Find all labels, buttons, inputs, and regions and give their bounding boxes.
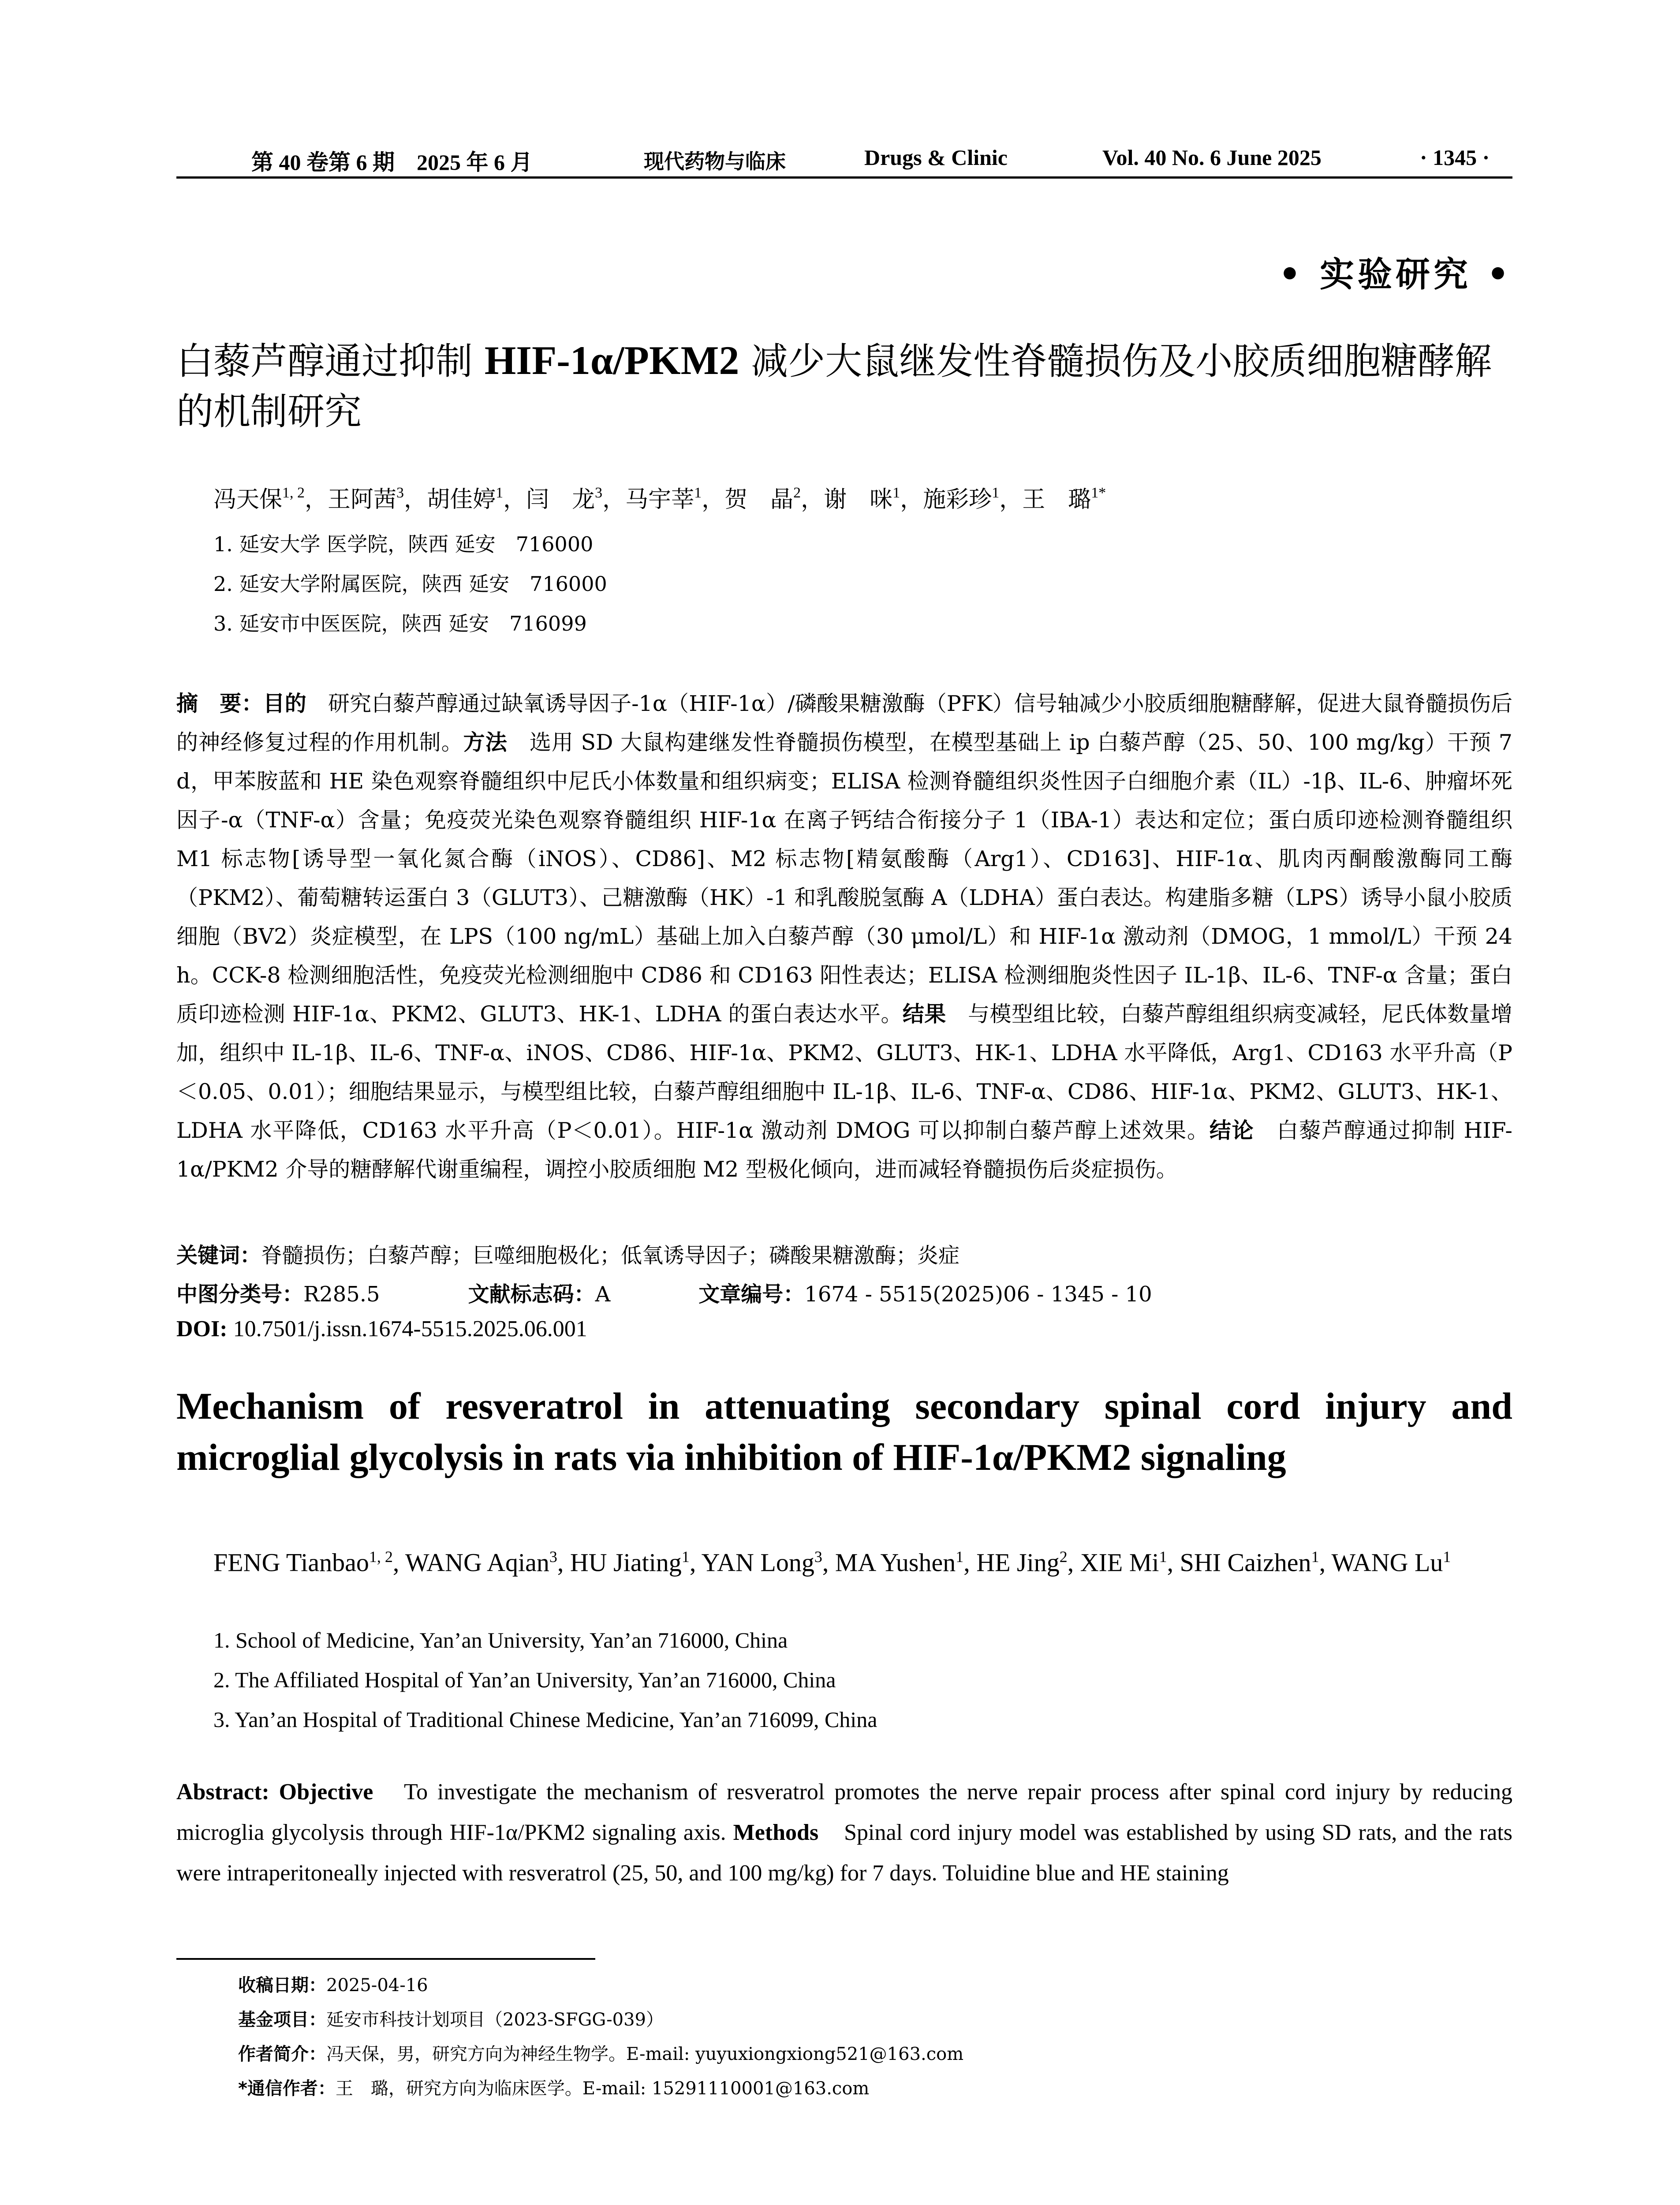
author-name: HE Jing xyxy=(976,1548,1060,1577)
author-affiliation-mark: 1, 2 xyxy=(282,485,305,501)
author-name: HU Jiating xyxy=(570,1548,682,1577)
abstract-cn-objective: 研究白藜芦醇通过缺氧诱导因子-1α（HIF-1α）/磷酸果糖激酶（PFK）信号轴减少小胶质细胞糖酵解，促进大鼠脊髓损伤后的神经修复过程的作用机制。 xyxy=(176,691,1512,755)
footnote-fund-label: 基金项目： xyxy=(238,2010,326,2030)
author-affiliation-mark: 1 xyxy=(694,485,702,501)
abstract-en-objective: To investigate the mechanism of resveratrol promotes the nerve repair process after spinal cord injury by reducing microglia glycolysis through HIF-1α/PKM2 signaling axis. xyxy=(176,1779,1512,1845)
title-cn-part2: HIF-1α/PKM2 xyxy=(484,338,739,383)
footnote-received-label: 收稿日期： xyxy=(238,1975,326,1996)
affiliation-cn-1: 1. 延安大学 医学院，陕西 延安 716000 xyxy=(213,532,594,556)
author-name: SHI Caizhen xyxy=(1180,1548,1311,1577)
author-affiliation-mark: 2 xyxy=(1059,1548,1068,1566)
abstract-cn-methods: 选用 SD 大鼠构建继发性脊髓损伤模型，在模型基础上 ip 白藜芦醇（25、50、100 mg/kg）干预 7 d，甲苯胺蓝和 HE 染色观察脊髓组织中尼氏小体数量和组织病变；ELISA 检测脊髓组织炎性因子白细胞介素（IL）-1β、IL-6、肿瘤坏死因子-α（TNF-α）含量；免疫荧光染色观察脊髓组织 HIF-1α 在离子钙结合衔接分子 1（IBA-1）表达和定位；蛋白质印迹检测脊髓组织 M1 标志物[诱导型一氧化氮合酶（iNOS）、CD86]、M2 标志物[精氨酸酶（Arg1）、CD163]、HIF-1α、肌肉丙酮酸激酶同工酶（PKM2）、葡萄糖转运蛋白 3（GLUT3）、己糖激酶（HK）-1 和乳酸脱氢酶 A（LDHA）蛋白表达。构建脂多糖（LPS）诱导小鼠小胶质细胞（BV2）炎症模型，在 LPS（100 ng/mL）基础上加入白藜芦醇（30 μmol/L）和 HIF-1α 激动剂（DMOG，1 mmol/L）干预 24 h。CCK-8 检测细胞活性，免疫荧光检测细胞中 CD86 和 CD163 阳性表达；ELISA 检测细胞炎性因子 IL-1β、IL-6、TNF-α 含量；蛋白质印迹检测 HIF-1α、PKM2、GLUT3、HK-1、LDHA 的蛋白表达水平。 xyxy=(176,730,1512,1027)
affiliation-en-1: 1. School of Medicine, Yan’an University, Yan’an 716000, China xyxy=(213,1628,788,1652)
author-name: 谢 咪 xyxy=(824,486,893,513)
author-name: 闫 龙 xyxy=(526,486,595,513)
abstract-en xyxy=(176,1772,1512,1894)
abstract-cn xyxy=(176,684,1512,1189)
header-volume-cn: 第 40 卷第 6 期 2025 年 6 月 xyxy=(251,150,533,175)
author-affiliation-mark: 1 xyxy=(956,1548,964,1566)
header-volume-en: Vol. 40 No. 6 June 2025 xyxy=(1102,145,1322,170)
author-affiliation-mark: 1* xyxy=(1091,485,1106,501)
title-cn-part1: 白藜芦醇通过抑制 xyxy=(176,340,485,383)
header-page-number: · 1345 · xyxy=(1420,145,1490,170)
affiliation-cn-2: 2. 延安大学附属医院，陕西 延安 716000 xyxy=(213,572,607,596)
footnote-corresponding-label: *通信作者： xyxy=(238,2078,336,2099)
footnote-author-bio-label: 作者简介： xyxy=(238,2044,326,2064)
article-no-label: 文章编号： xyxy=(698,1282,805,1307)
footnote-corresponding xyxy=(238,2074,869,2100)
abstract-cn-objective-label: 目的 xyxy=(263,691,306,716)
author-name: WANG Aqian xyxy=(405,1548,549,1577)
doi-value: 10.7501/j.issn.1674-5515.2025.06.001 xyxy=(227,1316,587,1342)
section-tag: • 实验研究 • xyxy=(1278,255,1512,295)
header-journal-en: Drugs & Clinic xyxy=(864,145,1008,170)
author-affiliation-mark: 1 xyxy=(992,485,1000,501)
running-header xyxy=(176,140,1512,175)
author-name: MA Yushen xyxy=(835,1548,956,1577)
author-name: YAN Long xyxy=(701,1548,814,1577)
title-cn xyxy=(176,335,1512,437)
author-affiliation-mark: 1 xyxy=(1159,1548,1167,1566)
author-name: 王阿茜 xyxy=(328,486,397,513)
author-name: WANG Lu xyxy=(1331,1548,1443,1577)
article-no-value: 1674 - 5515(2025)06 - 1345 - 10 xyxy=(804,1282,1152,1307)
abstract-cn-conclusion: 白藜芦醇通过抑制 HIF-1α/PKM2 介导的糖酵解代谢重编程，调控小胶质细胞 M2 型极化倾向，进而减轻脊髓损伤后炎症损伤。 xyxy=(176,1118,1512,1182)
author-name: 贺 晶 xyxy=(724,486,794,513)
affiliation-en-2: 2. The Affiliated Hospital of Yan’an University, Yan’an 716000, China xyxy=(213,1667,836,1692)
authors-cn: 冯天保$^{1, 2}$，王阿茜$^3$，胡佳婷$^1$，闫 龙$^3$，马宇莘$^1$，贺 晶$^2$，谢 咪$^1$，施彩珍$^1$，王 璐$^{1*}$ xyxy=(213,485,1106,513)
author-affiliation-mark: 1 xyxy=(1443,1548,1451,1566)
footnote-author-bio xyxy=(238,2040,963,2065)
abstract-cn-conclusion-label: 结论 xyxy=(1209,1118,1254,1143)
doc-code-label: 文献标志码： xyxy=(468,1282,595,1307)
abstract-cn-methods-label: 方法 xyxy=(463,730,508,755)
author-affiliation-mark: 3 xyxy=(814,1548,822,1566)
footnote-author-bio-value: 冯天保，男，研究方向为神经生物学。E-mail: yuyuxiongxiong521@163.com xyxy=(326,2044,964,2064)
author-name: XIE Mi xyxy=(1080,1548,1159,1577)
abstract-en-methods-label: Methods xyxy=(733,1820,819,1845)
footnote-rule xyxy=(176,1958,595,1960)
footnote-fund xyxy=(238,2006,664,2031)
author-affiliation-mark: 2 xyxy=(793,485,801,501)
author-name: 马宇莘 xyxy=(625,486,694,513)
doi-label: DOI: xyxy=(176,1316,228,1342)
abstract-cn-results-label: 结果 xyxy=(902,1002,946,1027)
title-cn-part3: 减少大鼠继发性脊髓损伤及小胶质细胞糖酵解的机制研究 xyxy=(176,340,1492,433)
author-affiliation-mark: 1 xyxy=(1311,1548,1319,1566)
affiliation-cn-3: 3. 延安市中医医院，陕西 延安 716099 xyxy=(213,612,587,635)
author-name: FENG Tianbao xyxy=(213,1548,369,1577)
abstract-cn-label: 摘 要： xyxy=(176,691,263,716)
keywords-value: 脊髓损伤；白藜芦醇；巨噬细胞极化；低氧诱导因子；磷酸果糖激酶；炎症 xyxy=(261,1243,960,1268)
author-name: 胡佳婷 xyxy=(427,486,496,513)
clc-value: R285.5 xyxy=(303,1282,380,1307)
footnote-received xyxy=(238,1971,428,1996)
authors-en: FENG Tianbao$^{1, 2}$, WANG Aqian$^3$, HU Jiating$^1$, YAN Long$^3$, MA Yushen$^1$, HE Jing$^2$, XIE Mi$^1$, SHI Caizhen$^1$, WANG Lu$^1$ xyxy=(213,1548,1451,1577)
author-affiliation-mark: 1, 2 xyxy=(369,1548,393,1566)
author-name: 冯天保 xyxy=(213,486,283,513)
clc-label: 中图分类号： xyxy=(176,1282,304,1307)
title-en: Mechanism of resveratrol in attenuating secondary spinal cord injury and microglial glycolysis in rats via inhibition of HIF-1α/PKM2 signaling xyxy=(176,1385,1512,1478)
abstract-cn-results: 与模型组比较，白藜芦醇组组织病变减轻，尼氏体数量增加，组织中 IL-1β、IL-6、TNF-α、iNOS、CD86、HIF-1α、PKM2、GLUT3、HK-1、LDHA 水平降低，Arg1、CD163 水平升高（P＜0.05、0.01）；细胞结果显示，与模型组比较，白藜芦醇组细胞中 IL-1β、IL-6、TNF-α、CD86、HIF-1α、PKM2、GLUT3、HK-1、LDHA 水平降低，CD163 水平升高（P＜0.01）。HIF-1α 激动剂 DMOG 可以抑制白藜芦醇上述效果。 xyxy=(176,1002,1512,1143)
author-name: 王 璐 xyxy=(1022,486,1091,513)
author-affiliation-mark: 1 xyxy=(892,485,900,501)
author-affiliation-mark: 3 xyxy=(549,1548,557,1566)
footnote-fund-value: 延安市科技计划项目（2023-SFGG-039） xyxy=(326,2010,664,2030)
keywords-label: 关键词： xyxy=(176,1243,261,1268)
keywords-line xyxy=(176,1238,959,1269)
footnote-received-value: 2025-04-16 xyxy=(326,1975,428,1996)
author-affiliation-mark: 3 xyxy=(595,485,603,501)
affiliation-en-3: 3. Yan’an Hospital of Traditional Chinese Medicine, Yan’an 716099, China xyxy=(213,1707,877,1732)
classification-line xyxy=(176,1277,1152,1308)
author-name: 施彩珍 xyxy=(923,486,992,513)
author-affiliation-mark: 1 xyxy=(496,485,504,501)
abstract-en-methods: Spinal cord injury model was established by using SD rats, and the rats were intraperitoneally injected with resveratrol (25, 50, and 100 mg/kg) for 7 days. Toluidine blue and HE staining xyxy=(176,1820,1513,1886)
abstract-en-label: Abstract: Objective xyxy=(176,1779,373,1805)
header-journal-cn: 现代药物与临床 xyxy=(644,149,786,173)
doc-code-value: A xyxy=(595,1282,611,1307)
footnote-corresponding-value: 王 璐，研究方向为临床医学。E-mail: 15291110001@163.com xyxy=(335,2078,870,2099)
author-affiliation-mark: 3 xyxy=(396,485,404,501)
author-affiliation-mark: 1 xyxy=(681,1548,690,1566)
header-rule xyxy=(176,176,1512,179)
doi-line xyxy=(176,1316,587,1342)
